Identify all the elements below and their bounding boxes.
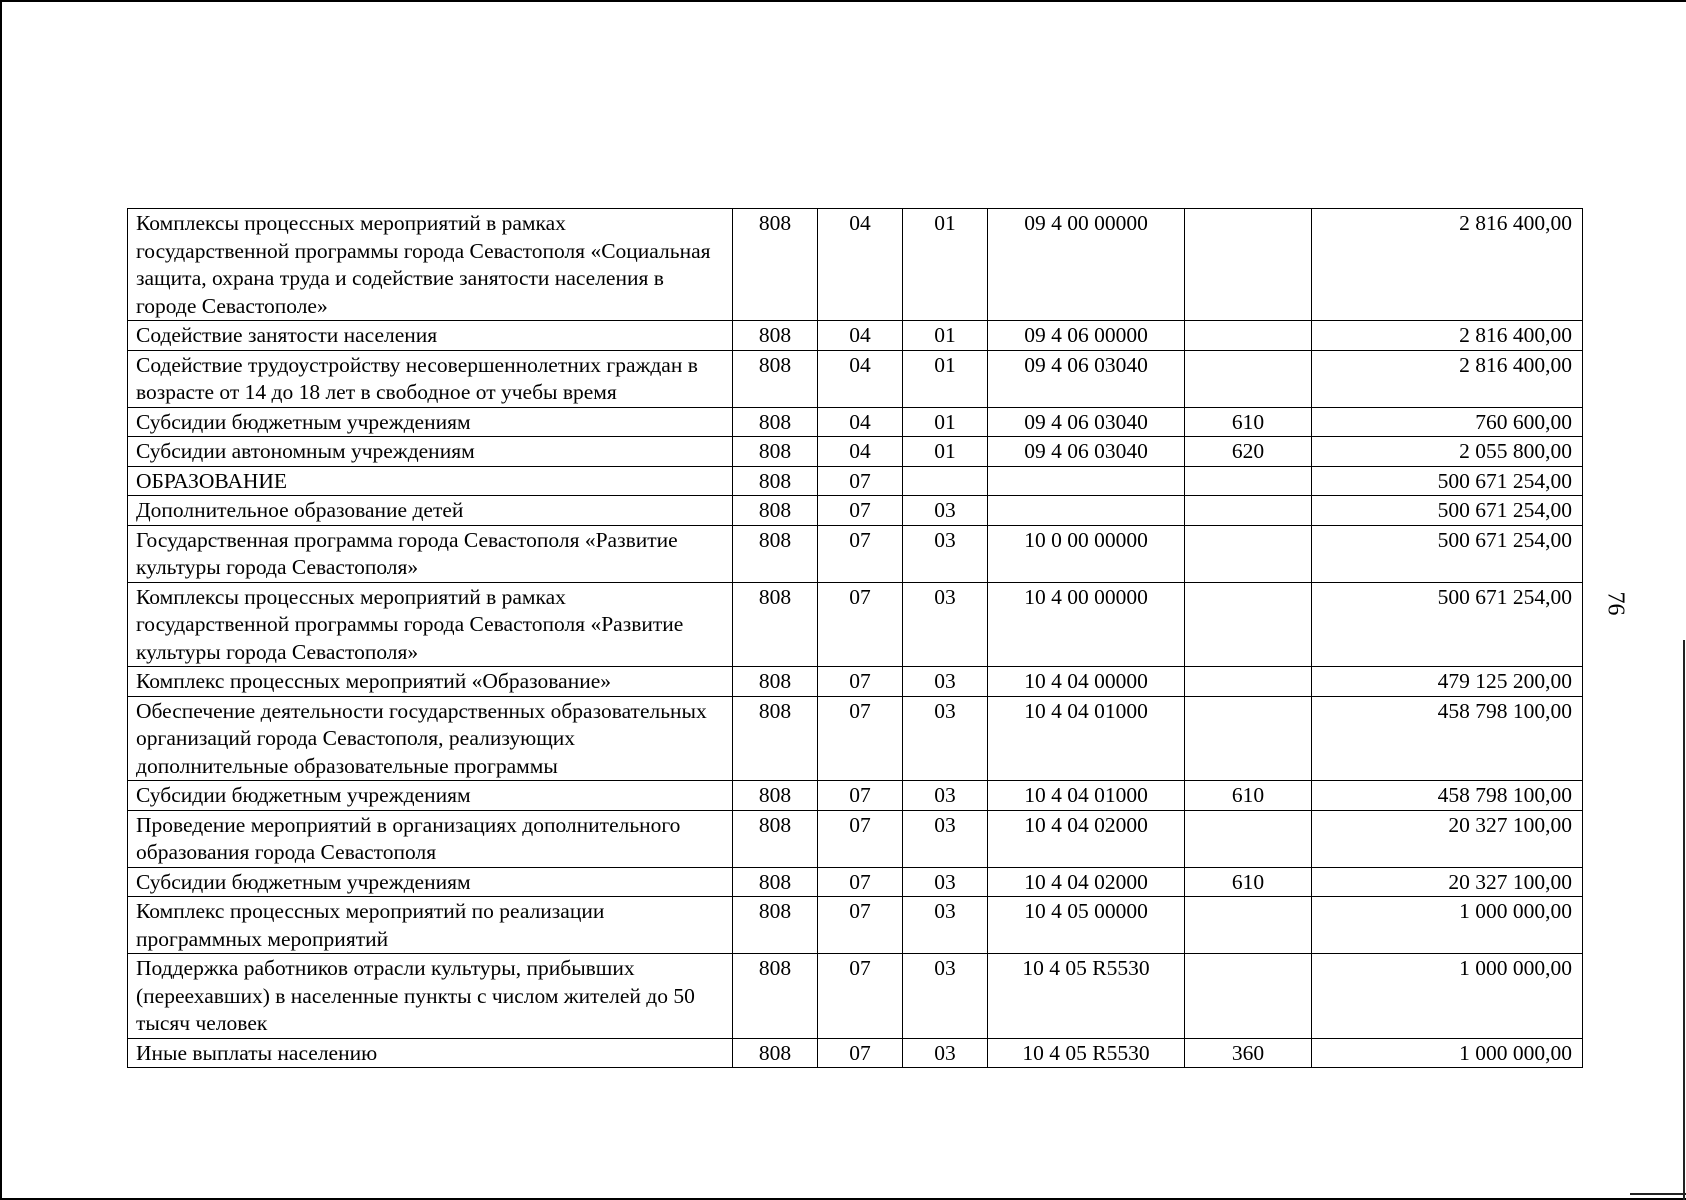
row-name-cell: Комплекс процессных мероприятий по реализации программных мероприятий [128, 897, 733, 954]
table-row [128, 781, 1583, 811]
amount-cell: 1 000 000,00 [1312, 897, 1583, 954]
grbs-code-cell: 808 [733, 321, 818, 351]
target-article-cell: 10 4 04 02000 [988, 867, 1185, 897]
row-name-cell: Дополнительное образование детей [128, 496, 733, 526]
section-code-cell: 04 [818, 321, 903, 351]
expense-type-cell [1185, 525, 1312, 582]
grbs-code-cell: 808 [733, 867, 818, 897]
section-code-cell: 07 [818, 1038, 903, 1068]
section-code-cell: 04 [818, 407, 903, 437]
amount-cell: 500 671 254,00 [1312, 525, 1583, 582]
expense-type-cell: 620 [1185, 437, 1312, 467]
subsection-code-cell: 01 [903, 437, 988, 467]
section-code-cell: 07 [818, 667, 903, 697]
amount-cell: 479 125 200,00 [1312, 667, 1583, 697]
expense-type-cell [1185, 466, 1312, 496]
table-row [128, 437, 1583, 467]
section-code-cell: 07 [818, 781, 903, 811]
expense-type-cell [1185, 954, 1312, 1039]
subsection-code-cell: 03 [903, 582, 988, 667]
table-row [128, 810, 1583, 867]
scan-edge-line [1683, 640, 1685, 1200]
amount-cell: 760 600,00 [1312, 407, 1583, 437]
amount-cell: 20 327 100,00 [1312, 810, 1583, 867]
table-row [128, 350, 1583, 407]
row-name-cell: ОБРАЗОВАНИЕ [128, 466, 733, 496]
target-article-cell: 10 4 00 00000 [988, 582, 1185, 667]
table-row [128, 582, 1583, 667]
grbs-code-cell: 808 [733, 781, 818, 811]
grbs-code-cell: 808 [733, 407, 818, 437]
grbs-code-cell: 808 [733, 582, 818, 667]
grbs-code-cell: 808 [733, 437, 818, 467]
subsection-code-cell: 03 [903, 867, 988, 897]
target-article-cell: 09 4 06 03040 [988, 407, 1185, 437]
subsection-code-cell: 03 [903, 954, 988, 1039]
budget-table [127, 208, 1583, 1068]
subsection-code-cell: 01 [903, 321, 988, 351]
amount-cell: 1 000 000,00 [1312, 954, 1583, 1039]
row-name-cell: Комплекс процессных мероприятий «Образование» [128, 667, 733, 697]
table-row [128, 667, 1583, 697]
section-code-cell: 04 [818, 350, 903, 407]
section-code-cell: 07 [818, 525, 903, 582]
table-row [128, 696, 1583, 781]
grbs-code-cell: 808 [733, 496, 818, 526]
subsection-code-cell: 03 [903, 1038, 988, 1068]
table-row [128, 407, 1583, 437]
table-row [128, 496, 1583, 526]
section-code-cell: 07 [818, 466, 903, 496]
target-article-cell: 10 4 04 01000 [988, 781, 1185, 811]
expense-type-cell [1185, 810, 1312, 867]
table-body [128, 209, 1583, 1068]
subsection-code-cell: 01 [903, 209, 988, 321]
grbs-code-cell: 808 [733, 350, 818, 407]
subsection-code-cell: 01 [903, 350, 988, 407]
scan-edge-line [1630, 1193, 1686, 1195]
section-code-cell: 07 [818, 954, 903, 1039]
row-name-cell: Субсидии бюджетным учреждениям [128, 407, 733, 437]
subsection-code-cell: 03 [903, 496, 988, 526]
expense-type-cell [1185, 897, 1312, 954]
section-code-cell: 04 [818, 437, 903, 467]
amount-cell: 20 327 100,00 [1312, 867, 1583, 897]
grbs-code-cell: 808 [733, 525, 818, 582]
expense-type-cell: 610 [1185, 407, 1312, 437]
page-number: 76 [1602, 591, 1629, 616]
table-row [128, 897, 1583, 954]
section-code-cell: 07 [818, 696, 903, 781]
target-article-cell: 09 4 06 03040 [988, 350, 1185, 407]
table-row [128, 1038, 1583, 1068]
target-article-cell: 09 4 06 03040 [988, 437, 1185, 467]
target-article-cell: 10 4 05 R5530 [988, 1038, 1185, 1068]
row-name-cell: Обеспечение деятельности государственных образовательных организаций города Севастополя, реализующих дополнительные образовательные программы [128, 696, 733, 781]
table-row [128, 867, 1583, 897]
target-article-cell: 10 0 00 00000 [988, 525, 1185, 582]
amount-cell: 2 816 400,00 [1312, 209, 1583, 321]
grbs-code-cell: 808 [733, 810, 818, 867]
subsection-code-cell: 03 [903, 781, 988, 811]
expense-type-cell [1185, 667, 1312, 697]
target-article-cell: 09 4 06 00000 [988, 321, 1185, 351]
grbs-code-cell: 808 [733, 897, 818, 954]
amount-cell: 2 816 400,00 [1312, 350, 1583, 407]
subsection-code-cell: 03 [903, 696, 988, 781]
expense-type-cell [1185, 209, 1312, 321]
expense-type-cell [1185, 321, 1312, 351]
subsection-code-cell: 03 [903, 667, 988, 697]
expense-type-cell [1185, 696, 1312, 781]
subsection-code-cell: 03 [903, 897, 988, 954]
table-row [128, 954, 1583, 1039]
amount-cell: 500 671 254,00 [1312, 582, 1583, 667]
amount-cell: 500 671 254,00 [1312, 466, 1583, 496]
target-article-cell: 10 4 04 01000 [988, 696, 1185, 781]
expense-type-cell: 610 [1185, 781, 1312, 811]
amount-cell: 458 798 100,00 [1312, 696, 1583, 781]
grbs-code-cell: 808 [733, 954, 818, 1039]
target-article-cell [988, 466, 1185, 496]
subsection-code-cell: 01 [903, 407, 988, 437]
expense-type-cell [1185, 582, 1312, 667]
grbs-code-cell: 808 [733, 209, 818, 321]
subsection-code-cell: 03 [903, 810, 988, 867]
target-article-cell: 10 4 05 00000 [988, 897, 1185, 954]
row-name-cell: Государственная программа города Севастополя «Развитие культуры города Севастополя» [128, 525, 733, 582]
row-name-cell: Комплексы процессных мероприятий в рамках государственной программы города Севастополя «Социальная защита, охрана труда и содействие занятости населения в городе Севастополе» [128, 209, 733, 321]
row-name-cell: Субсидии автономным учреждениям [128, 437, 733, 467]
expense-type-cell [1185, 350, 1312, 407]
grbs-code-cell: 808 [733, 466, 818, 496]
amount-cell: 2 055 800,00 [1312, 437, 1583, 467]
section-code-cell: 07 [818, 582, 903, 667]
amount-cell: 500 671 254,00 [1312, 496, 1583, 526]
row-name-cell: Субсидии бюджетным учреждениям [128, 867, 733, 897]
grbs-code-cell: 808 [733, 667, 818, 697]
row-name-cell: Поддержка работников отрасли культуры, прибывших (переехавших) в населенные пункты с числом жителей до 50 тысяч человек [128, 954, 733, 1039]
target-article-cell [988, 496, 1185, 526]
row-name-cell: Субсидии бюджетным учреждениям [128, 781, 733, 811]
amount-cell: 458 798 100,00 [1312, 781, 1583, 811]
section-code-cell: 07 [818, 496, 903, 526]
row-name-cell: Проведение мероприятий в организациях дополнительного образования города Севастополя [128, 810, 733, 867]
table-row [128, 466, 1583, 496]
section-code-cell: 07 [818, 867, 903, 897]
section-code-cell: 07 [818, 810, 903, 867]
expense-type-cell: 360 [1185, 1038, 1312, 1068]
row-name-cell: Комплексы процессных мероприятий в рамках государственной программы города Севастополя «Развитие культуры города Севастополя» [128, 582, 733, 667]
subsection-code-cell [903, 466, 988, 496]
row-name-cell: Содействие трудоустройству несовершеннолетних граждан в возрасте от 14 до 18 лет в свободное от учебы время [128, 350, 733, 407]
target-article-cell: 09 4 00 00000 [988, 209, 1185, 321]
target-article-cell: 10 4 04 00000 [988, 667, 1185, 697]
table-row [128, 321, 1583, 351]
section-code-cell: 07 [818, 897, 903, 954]
table-row [128, 525, 1583, 582]
grbs-code-cell: 808 [733, 696, 818, 781]
amount-cell: 1 000 000,00 [1312, 1038, 1583, 1068]
expense-type-cell [1185, 496, 1312, 526]
row-name-cell: Содействие занятости населения [128, 321, 733, 351]
grbs-code-cell: 808 [733, 1038, 818, 1068]
target-article-cell: 10 4 05 R5530 [988, 954, 1185, 1039]
subsection-code-cell: 03 [903, 525, 988, 582]
row-name-cell: Иные выплаты населению [128, 1038, 733, 1068]
amount-cell: 2 816 400,00 [1312, 321, 1583, 351]
target-article-cell: 10 4 04 02000 [988, 810, 1185, 867]
table-row [128, 209, 1583, 321]
section-code-cell: 04 [818, 209, 903, 321]
expense-type-cell: 610 [1185, 867, 1312, 897]
